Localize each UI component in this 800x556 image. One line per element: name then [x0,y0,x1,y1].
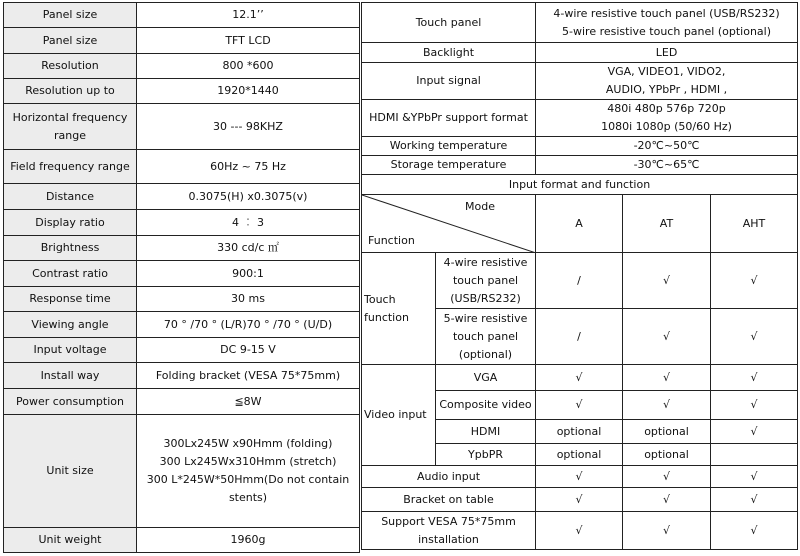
table-row [362,175,798,195]
mode-label: Mode [465,200,495,213]
mark-cell: / [536,309,623,365]
spec-value: 900:1 [137,261,360,287]
table-row [4,184,360,210]
mark-cell: optional [536,444,623,466]
table-row [4,261,360,287]
unit-size-line: 300 L*245W*50Hmm(Do not contain stents) [146,473,350,504]
right-spec-table [361,2,798,550]
mark-cell: √ [623,466,711,488]
spec-value: 30 --- 98KHZ [137,104,360,150]
function-name: Support VESA 75*75mm installation [362,512,536,550]
table-row [362,137,798,156]
mark-cell: √ [711,253,798,309]
mark-cell: √ [623,391,711,420]
table-row [362,512,798,550]
table-row [362,43,798,63]
left-spec-table [3,2,360,553]
spec-label: Resolution up to [4,79,137,104]
format-line: 1080i 1080p (50/60 Hz) [601,120,732,133]
table-row [4,104,360,150]
table-row [4,3,360,28]
table-row [4,338,360,363]
function-name: Bracket on table [362,488,536,512]
unit-size-line: 300 Lx245Wx310Hmm (stretch) [159,455,337,468]
function-label: Function [368,234,415,247]
mark-cell: √ [536,512,623,550]
mark-cell: √ [536,391,623,420]
table-row [4,210,360,236]
spec-label: Horizontal frequency range [4,104,137,150]
table-row [4,363,360,389]
spec-label: Field frequency range [4,150,137,184]
spec-value: 1920*1440 [137,79,360,104]
spec-value: TFT LCD [137,28,360,54]
table-row [4,528,360,553]
spec-value: 30 ms [137,287,360,312]
group-label: Video input [362,365,436,466]
spec-label: Panel size [4,3,137,28]
mark-cell: √ [623,253,711,309]
spec-value: Folding bracket (VESA 75*75mm) [137,363,360,389]
table-row [362,63,798,100]
mark-cell: √ [536,488,623,512]
mode-function-header [362,195,536,253]
spec-value: 0.3075(H) x0.3075(v) [137,184,360,210]
function-name: 4-wire resistive touch panel (USB/RS232) [436,253,536,309]
mark-cell: √ [711,365,798,391]
spec-label: Touch panel [362,3,536,43]
spec-value: ≦8W [137,389,360,415]
table-row [4,28,360,54]
mark-cell: √ [711,512,798,550]
mark-cell: √ [536,466,623,488]
spec-label: Install way [4,363,137,389]
column-header: AT [623,195,711,253]
table-row [4,236,360,261]
function-name: VGA [436,365,536,391]
spec-label: Power consumption [4,389,137,415]
table-row [362,195,798,253]
table-row [362,100,798,137]
spec-value: -30℃~65℃ [536,156,798,175]
mark-cell: √ [711,391,798,420]
spec-label: Input signal [362,63,536,100]
spec-label: HDMI &YPbPr support format [362,100,536,137]
table-row [4,150,360,184]
mark-cell: √ [711,466,798,488]
spec-label: Response time [4,287,137,312]
mark-cell: / [536,253,623,309]
spec-label: Storage temperature [362,156,536,175]
spec-value: 800 *600 [137,54,360,79]
table-row [362,253,798,309]
touch-panel-line: 4-wire resistive touch panel (USB/RS232) [553,6,780,20]
spec-label: Contrast ratio [4,261,137,287]
spec-value: -20℃~50℃ [536,137,798,156]
group-label: Touch function [362,253,436,365]
spec-value: 70 ° /70 ° (L/R)70 ° /70 ° (U/D) [137,312,360,338]
mark-cell: √ [623,309,711,365]
mark-cell: √ [623,488,711,512]
input-signal-line: AUDIO, YPbPr , HDMI , [605,83,728,96]
spec-value [137,415,360,528]
mark-cell: √ [536,365,623,391]
spec-value: 12.1’’ [137,3,360,28]
table-row [4,287,360,312]
mark-cell: optional [536,420,623,444]
table-row [4,79,360,104]
mark-cell: √ [711,488,798,512]
mark-cell: √ [711,309,798,365]
spec-value [536,3,798,43]
spec-label: Input voltage [4,338,137,363]
spec-value: 330 cd/c ㎡ [137,236,360,261]
mark-cell: optional [623,444,711,466]
mark-cell: √ [711,420,798,444]
spec-value: DC 9-15 V [137,338,360,363]
spec-label: Distance [4,184,137,210]
table-row [4,312,360,338]
spec-label: Resolution [4,54,137,79]
table-row [362,488,798,512]
spec-value: 4 ︰ 3 [137,210,360,236]
function-name: Audio input [362,466,536,488]
table-row [4,389,360,415]
table-row [4,415,360,528]
spec-value [536,100,798,137]
table-row [362,3,798,43]
spec-value: 60Hz ~ 75 Hz [137,150,360,184]
table-row [362,156,798,175]
spec-label: Brightness [4,236,137,261]
mark-cell: optional [623,420,711,444]
spec-label: Viewing angle [4,312,137,338]
table-row [4,54,360,79]
column-header: AHT [711,195,798,253]
column-header: A [536,195,623,253]
spec-value: LED [536,43,798,63]
spec-label: Working temperature [362,137,536,156]
unit-size-line: 300Lx245W x90Hmm (folding) [163,437,333,450]
section-title: Input format and function [362,175,798,195]
function-name: HDMI [436,420,536,444]
spec-label: Unit weight [4,528,137,553]
mark-cell [711,444,798,466]
touch-panel-line: 5-wire resistive touch panel (optional) [562,24,771,38]
input-signal-line: VGA, VIDEO1, VIDO2, [607,65,726,78]
mark-cell: √ [623,365,711,391]
spec-label: Unit size [4,415,137,528]
table-row [362,466,798,488]
format-line: 480i 480p 576p 720p [607,102,726,115]
spec-label: Backlight [362,43,536,63]
spec-value: 1960g [137,528,360,553]
mark-cell: √ [623,512,711,550]
function-name: YpbPR [436,444,536,466]
spec-value [536,63,798,100]
function-name: Composite video [436,391,536,420]
spec-label: Panel size [4,28,137,54]
table-row [362,365,798,391]
function-name: 5-wire resistive touch panel (optional) [436,309,536,365]
spec-label: Display ratio [4,210,137,236]
